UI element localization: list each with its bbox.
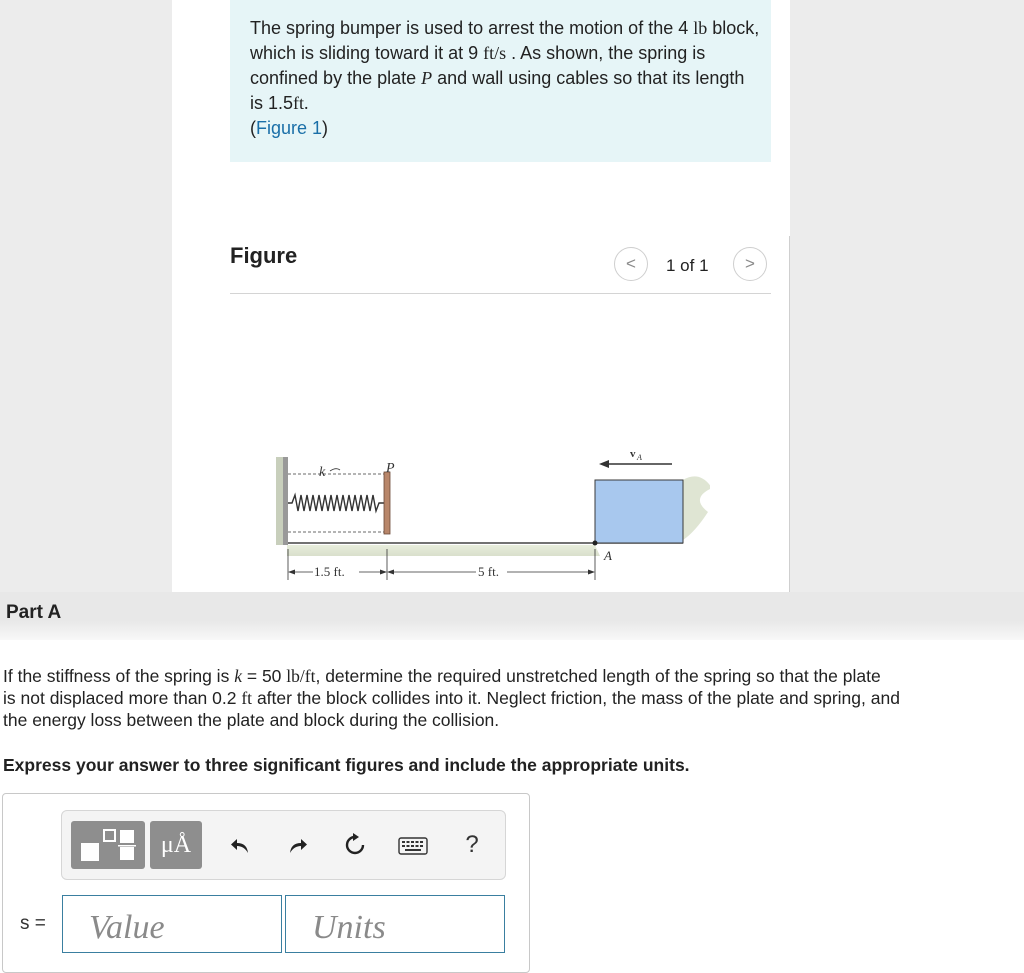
lb-unit: lb (693, 18, 708, 38)
label-1-5ft: 1.5 ft. (314, 564, 345, 579)
chevron-left-icon: < (626, 254, 636, 273)
k-symbol: k (234, 666, 242, 686)
dim-arrow-1 (288, 570, 295, 575)
spring (288, 495, 384, 511)
dim-arrow-3 (387, 570, 394, 575)
redo-button[interactable] (284, 831, 312, 859)
block-shadow (683, 476, 710, 540)
template-icon (78, 826, 138, 864)
figure-divider (230, 293, 771, 294)
micro-angstrom-icon: μÅ (160, 831, 192, 858)
problem-statement (230, 0, 771, 162)
dim-arrow-2 (380, 570, 387, 575)
plate-p (384, 472, 390, 534)
figure-pager-count: 1 of 1 (666, 256, 709, 275)
point-a (593, 541, 598, 546)
help-button[interactable] (458, 829, 486, 861)
label-a: A (604, 548, 612, 563)
label-k: k (319, 465, 326, 480)
ground-shadow (287, 545, 600, 556)
reset-button[interactable] (341, 831, 369, 859)
redo-icon (287, 835, 309, 855)
previous-figure-button[interactable] (614, 247, 648, 281)
part-a-header (0, 592, 1024, 640)
next-figure-button[interactable] (733, 247, 767, 281)
panel-divider (789, 236, 790, 592)
value-input[interactable] (62, 895, 282, 953)
displacement-unit: ft (241, 688, 253, 708)
label-va-sub: A (637, 453, 642, 462)
velocity-arrowhead (599, 460, 609, 468)
chevron-right-icon: > (745, 254, 755, 273)
stiffness-unit: lb/ft (286, 666, 316, 686)
label-p: P (386, 461, 395, 476)
dim-arrow-4 (588, 570, 595, 575)
plate-symbol: P (421, 68, 433, 88)
figure-title: Figure (230, 243, 298, 268)
undo-icon (229, 835, 251, 855)
figure-link[interactable]: Figure 1 (256, 118, 323, 138)
template-button[interactable] (71, 821, 145, 869)
spring-bumper-figure (270, 430, 710, 580)
answer-variable-label: s = (20, 913, 46, 934)
wall (283, 457, 288, 545)
speed-unit: ft/s (483, 43, 507, 63)
math-toolbar (61, 810, 506, 880)
units-input[interactable] (285, 895, 505, 953)
units-button[interactable] (150, 821, 202, 869)
ft-unit: ft (293, 93, 305, 113)
undo-button[interactable] (226, 831, 254, 859)
keyboard-button[interactable] (396, 833, 430, 859)
label-5ft: 5 ft. (478, 564, 499, 579)
part-a-title[interactable]: Part A (6, 602, 62, 623)
wall-hatch (276, 457, 283, 545)
block-a (595, 480, 683, 543)
label-va: v (630, 448, 636, 460)
answer-instruction: Express your answer to three significant figures and include the appropriate units. (3, 755, 690, 775)
help-icon: ? (465, 831, 479, 858)
k-leader (330, 469, 340, 471)
question-text: If the stiffness of the spring is k = 50 lb/ft, determine the required unstretched length of the spring so that the plate is not displaced more than 0.2 ft after the block collides into it. Neglect friction, the mass of the plate and spring, and the energy loss between the plate and block during the collision. (3, 666, 900, 730)
problem-text: The spring bumper is used to arrest the motion of the 4 lb block, which is sliding toward it at 9 ft/s . As shown, the spring is confined by the plate P and wall using cables so that its length is 1.5ft. (Figure 1) (250, 18, 760, 138)
keyboard-icon (398, 837, 428, 855)
reset-icon (343, 833, 367, 857)
